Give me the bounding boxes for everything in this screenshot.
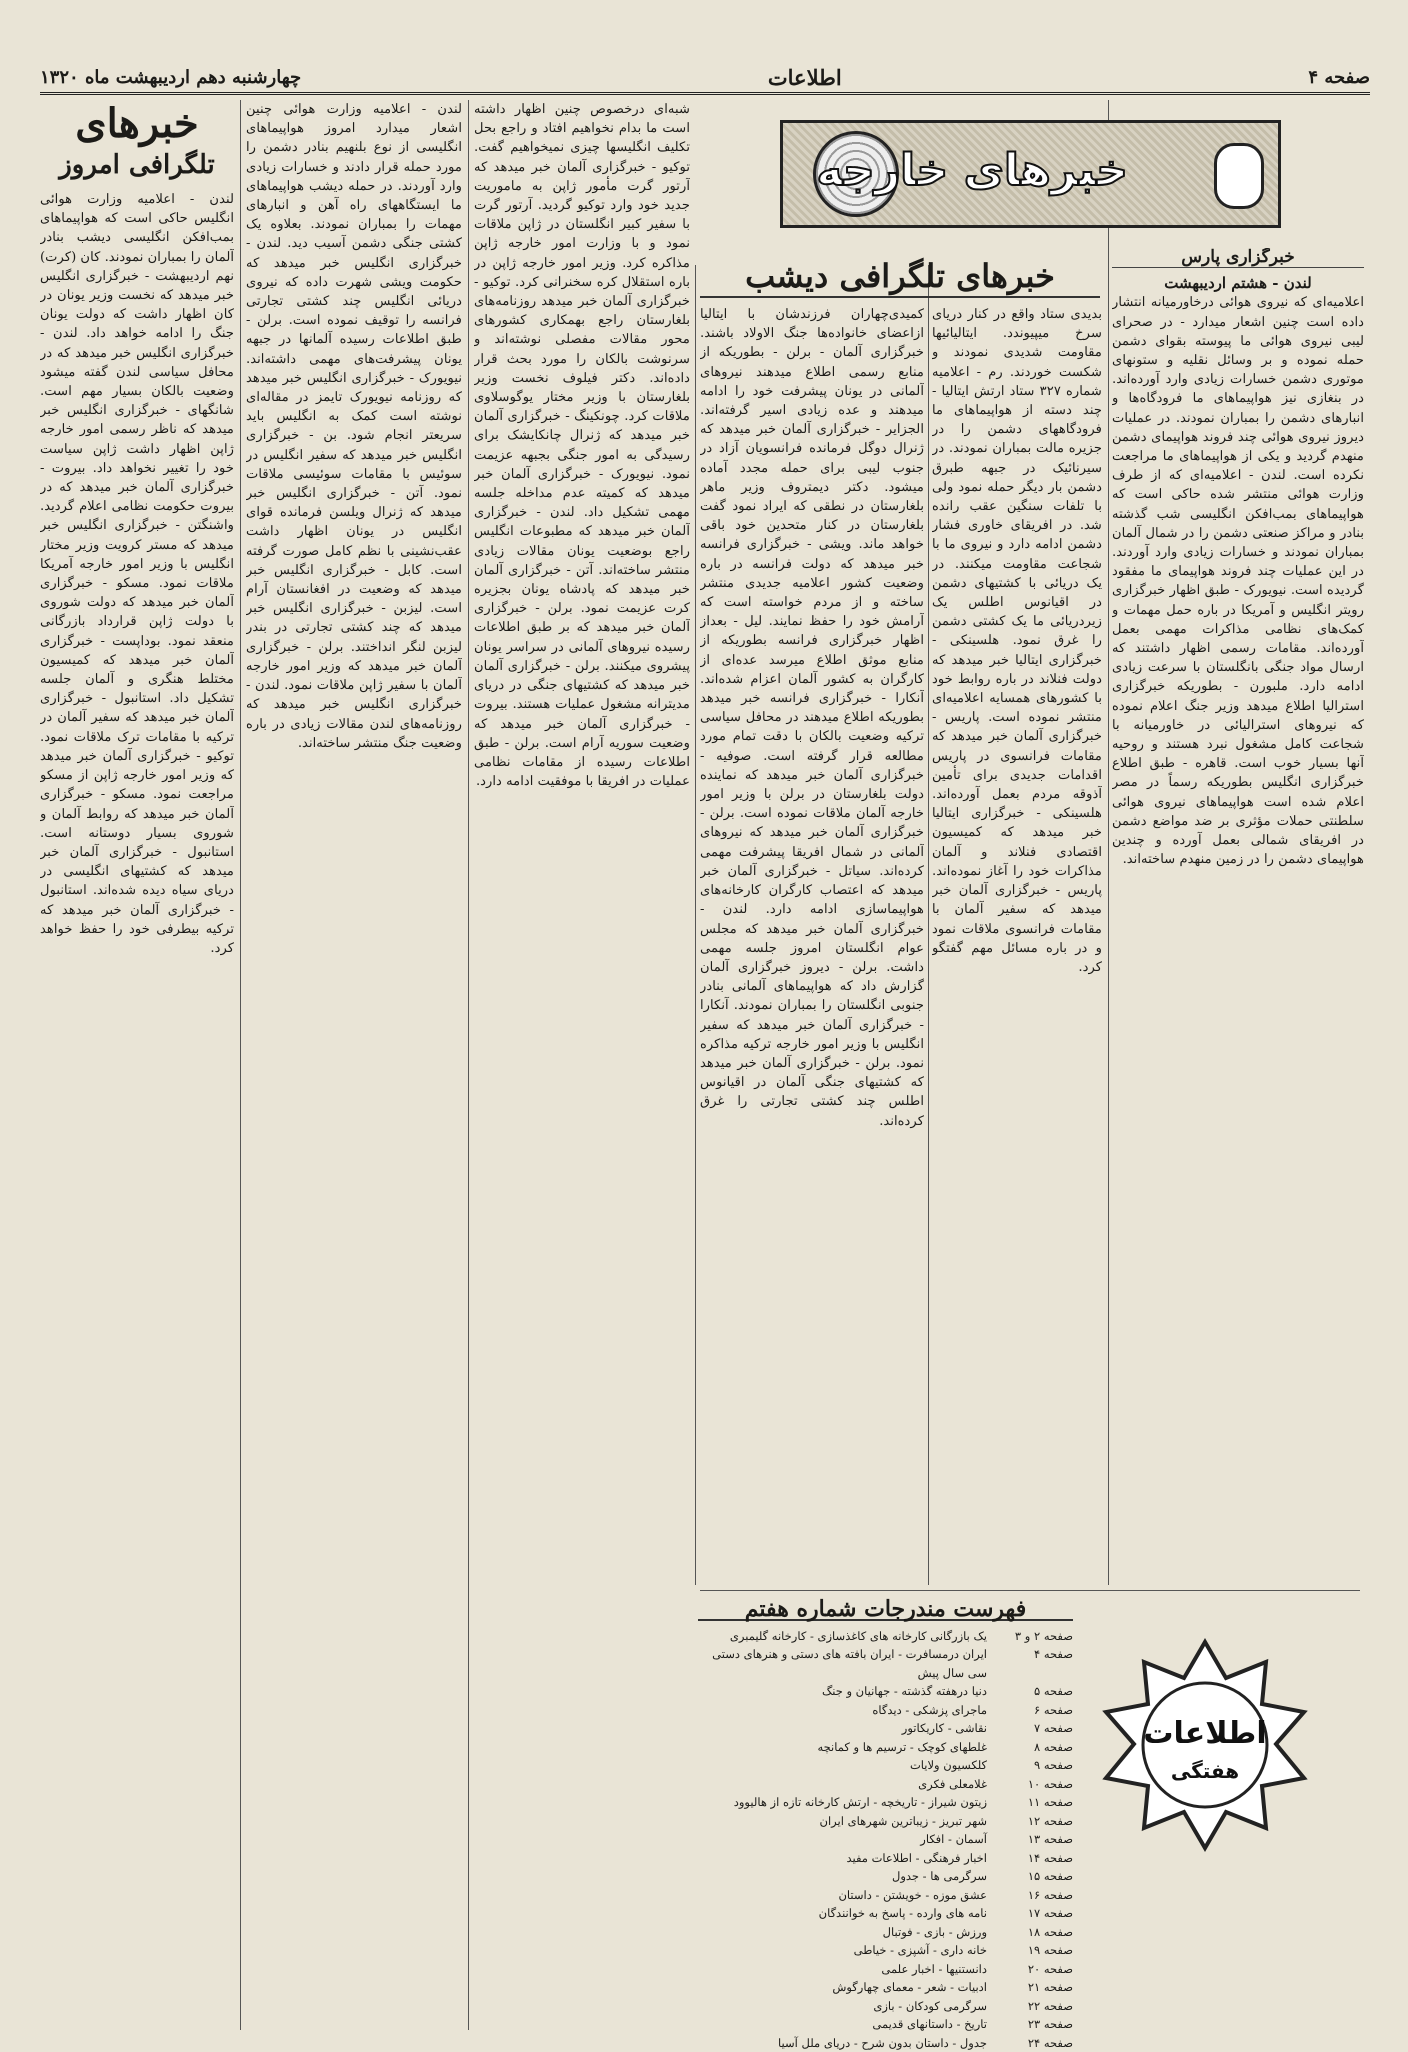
telegraph-text-a: بدیدی ستاد واقع در کنار دریای سرخ میپیوندد. ایتالیائیها مقاومت شدیدی نمودند و شکست خوردند. رم - اعلامیه شماره ۳۲۷ ستاد ارتش ایتالیا - چند دسته از هواپیماهای ما فرودگاههای دشمن را در جزیره مالت بمباران نمودند. در سیرنائیک در جبهه طبرق دشمن بار دیگر حمله نمود ولی با تلفات سنگین عقب رانده شد. در افریقای خاوری فشار دشمن ادامه دارد و نیروی ما با شجاعت مقاومت میکنند. در یک دریائی با کشتیهای دشمن در اقیانوس اطلس یک زیردریائی ما یک کشتی دشمن را غرق نمود. هلسینکی - خبرگزاری ایتالیا خبر میدهد که دولت فنلاند در باره روابط خود با کشورهای همسایه اعلامیه‌ای منتشر نموده است. پاریس - خبرگزاری آلمان خبر میدهد که مقامات فرانسوی در پاریس اقدامات جدیدی برای تأمین آذوقه مردم بعمل آورده‌اند. هلسینکی - خبرگزاری ایتالیا خبر میدهد که کمیسیون اقتصادی فنلاند و آلمان مذاکرات خود را آغاز نموده‌اند. پاریس - خبرگزاری آلمان خبر میدهد که سفیر آلمان با مقامات فرانسوی ملاقات نمود و در باره مسائل مهم گفتگو کرد. xyxy=(932,305,1102,977)
telegraph-text-b: کمیدی‌چهاران فرزندشان با ایتالیا ازاعضای خانواده‌ها جنگ الاولاد باشند. خبرگزاری آلمان - برلن - بطوریکه از منابع رسمی اطلاع میدهند نیروهای آلمانی در یونان پیشرفت خود را ادامه میدهند و عده زیادی اسیر گرفته‌اند. الجزایر - خبرگزاری آلمان خبر میدهد که ژنرال دوگل فرمانده فرانسویان آزاد در جنوب لیبی برای حمله مجدد آماده میشود. دکتر دیمتروف وزیر ماهر بلغارستان در نطقی که ایراد نمود گفت بلغارستان در کنار متحدین خود باقی خواهد ماند. ویشی - خبرگزاری فرانسه خبر میدهد که دولت فرانسه در باره وضعیت کشور اعلامیه جدیدی منتشر ساخته و از مردم خواسته است که آرامش خود را حفظ نمایند. لیل - بعداز اظهار خبرگزاری فرانسه بطوریکه از منابع موثق اطلاع میرسد عده‌ای از کارگران به کشور آلمان اعزام شده‌اند. آنکارا - خبرگزاری فرانسه خبر میدهد بطوریکه اطلاع میدهند در محافل سیاسی ترکیه وضعیت بالکان با دقت تمام مورد مطالعه قرار گرفته است. صوفیه - خبرگزاری آلمان خبر میدهد که نماینده دولت بلغارستان در برلن با وزیر امور خارجه آلمان ملاقات نموده است. برلن - خبرگزاری آلمان خبر میدهد که نیروهای آلمانی در شمال افریقا پیشرفت مهمی کرده‌اند. سیاتل - خبرگزاری آلمان خبر میدهد که اعتصاب کارگران کارخانه‌های هواپیماسازی ادامه دارد. لندن - خبرگزاری آلمان خبر میدهد که مجلس عوام انگلستان امروز جلسه مهمی داشت. برلن - دیروز خبرگزاری آلمان گزارش داد که هواپیماهای آلمانی بنادر جنوبی انگلستان را بمباران نمودند. آنکارا - خبرگزاری آلمان خبر میدهد که سفیر انگلیس با وزیر امور خارجه ترکیه مذاکره نمود. برلن - خبرگزاری آلمان خبر میدهد که کشتیهای جنگی آلمان در اقیانوس اطلس چند کشتی تجارتی را غرق کرده‌اند. xyxy=(700,305,924,1131)
column-rule xyxy=(240,100,241,2030)
contents-row xyxy=(698,1682,1073,1701)
contents-page: صفحه ۲۰ xyxy=(993,1960,1073,1979)
contents-page: صفحه ۴ xyxy=(993,1645,1073,1682)
contents-row xyxy=(698,1904,1073,1923)
contents-page: صفحه ۱۷ xyxy=(993,1904,1073,1923)
contents-entry: نقاشی - کاریکاتور xyxy=(902,1719,987,1738)
contents-page: صفحه ۱۳ xyxy=(993,1830,1073,1849)
contents-entry: غلطهای کوچک - ترسیم ها و کمانچه xyxy=(817,1738,987,1757)
contents-entry: نامه های وارده - پاسخ به خوانندگان xyxy=(819,1904,987,1923)
contents-entry: سرگرمی ها - جدول xyxy=(892,1867,987,1886)
contents-box xyxy=(698,1600,1073,2010)
banner-title: خبرهای خارجه xyxy=(816,145,1128,196)
contents-row xyxy=(698,1645,1073,1682)
contents-row xyxy=(698,1793,1073,1812)
page-header xyxy=(40,62,1370,95)
contents-row xyxy=(698,1775,1073,1794)
column-rule xyxy=(695,265,696,1585)
contents-row xyxy=(698,2015,1073,2034)
contents-row xyxy=(698,1830,1073,1849)
today-title-line1: خبرهای xyxy=(40,100,234,148)
contents-row xyxy=(698,1812,1073,1831)
contents-entry: آسمان - افکار xyxy=(920,1830,987,1849)
contents-entry: تاریخ - داستانهای قدیمی xyxy=(872,2015,987,2034)
contents-entry: کلکسیون ولایات xyxy=(910,1756,987,1775)
contents-entry: ورزش - بازی - فوتبال xyxy=(883,1923,987,1942)
pars-dateline: لندن - هشتم اردیبهشت xyxy=(1112,274,1364,293)
contents-row xyxy=(698,1627,1073,1646)
contents-row xyxy=(698,1941,1073,1960)
middle-text: شبه‌ای درخصوص چنین اظهار داشته است ما بدام نخواهیم افتاد و راجع بحل تکلیف انگلیسها چیزی نمیخواهیم گفت. توکیو - خبرگزاری آلمان خبر میدهد که آرتور گرت مأمور ژاپن به ماموریت جدید خود وارد توکیو گردید. آرتور گرت با سفیر کبیر انگلستان در ژاپن ملاقات نمود و با وزارت امور خارجه ژاپن مذاکره کرد. وزیر امور خارجه ژاپن در باره استقلال کره سخنرانی کرد. توکیو - خبرگزاری آلمان خبر میدهد روزنامه‌های بلغارستان راجع بهمکاری کشورهای محور مقالات مفصلی نوشته‌اند و سرنوشت بالکان را مورد بحث قرار داده‌اند. دکتر فیلوف نخست وزیر بلغارستان با وزیر مختار یوگوسلاوی ملاقات کرد. چونکینگ - خبرگزاری آلمان خبر میدهد که ژنرال چانکایشک برای رسیدگی به امور جنگی بجبهه عزیمت نمود. نیویورک - خبرگزاری آلمان خبر میدهد که کمیته عدم مداخله جلسه مهمی تشکیل داد. لندن - خبرگزاری آلمان خبر میدهد که مطبوعات انگلیس راجع بوضعیت یونان مقالات زیادی منتشر ساخته‌اند. آتن - خبرگزاری آلمان خبر میدهد که پادشاه یونان بجزیره کرت عزیمت نمود. برلن - خبرگزاری آلمان خبر میدهد که بر طبق اطلاعات رسیده نیروهای آلمانی در سراسر یونان پیشروی میکنند. برلن - خبرگزاری آلمان خبر میدهد که کشتیهای جنگی در دریای مدیترانه مشغول عملیات هستند. بیروت - خبرگزاری آلمان خبر میدهد که وضعیت سوریه آرام است. برلن - طبق اطلاعات رسیده از مقامات نظامی عملیات در افریقا با موفقیت ادامه دارد. xyxy=(474,100,690,791)
microphone-icon xyxy=(1214,143,1264,209)
contents-entry: دانستنیها - اخبار علمی xyxy=(881,1960,987,1979)
seal-title: اطلاعات xyxy=(1143,1716,1266,1751)
issue-date: چهارشنبه دهم اردیبهشت ماه ۱۳۲۰ xyxy=(40,67,301,88)
contents-entry: دنیا درهفته گذشته - جهانیان و جنگ xyxy=(822,1682,987,1701)
contents-page: صفحه ۱۲ xyxy=(993,1812,1073,1831)
column-rule xyxy=(1108,100,1109,1585)
contents-page: صفحه ۱۸ xyxy=(993,1923,1073,1942)
contents-row xyxy=(698,1960,1073,1979)
contents-row xyxy=(698,1886,1073,1905)
contents-page: صفحه ۲۳ xyxy=(993,2015,1073,2034)
contents-entry: جدول - داستان بدون شرح - دریای ملل آسیا xyxy=(778,2034,987,2052)
contents-list xyxy=(698,1627,1073,2052)
ettelaat-weekly-seal xyxy=(1098,1638,1313,1853)
contents-row xyxy=(698,1867,1073,1886)
foreign-news-banner xyxy=(780,120,1281,228)
today-text: لندن - اعلامیه وزارت هوائی انگلیس حاکی است که هواپیماهای بمب‌افکن انگلیسی دیشب بنادر آلمان را بمباران نمودند. کان (کرت) نهم اردیبهشت - خبرگزاری انگلیس خبر میدهد که نخست وزیر یونان در کان اظهار داشت که دولت یونان جنگ را ادامه خواهد داد. لندن - خبرگزاری انگلیس خبر میدهد که در محافل سیاسی لندن گفته میشود وضعیت بالکان بسیار مهم است. شانگهای - خبرگزاری انگلیس خبر میدهد که ناظر رسمی امور خارجه ژاپن اظهار داشت ژاپن سیاست خود را تغییر نخواهد داد. بیروت - خبرگزاری آلمان خبر میدهد که در بیروت حکومت نظامی اعلام گردید. واشنگتن - خبرگزاری انگلیس خبر میدهد که مستر کرویت وزیر مختار انگلیس با وزیر امور خارجه آمریکا ملاقات نمود. مسکو - خبرگزاری آلمان خبر میدهد که دولت شوروی با دولت ژاپن قرارداد بازرگانی منعقد نمود. بوداپست - خبرگزاری آلمان خبر میدهد که کمیسیون مختلط هنگری و آلمان جلسه تشکیل داد. استانبول - خبرگزاری آلمان خبر میدهد که سفیر آلمان در ترکیه با مقامات ترک ملاقات نمود. توکیو - خبرگزاری آلمان خبر میدهد که وزیر امور خارجه ژاپن از مسکو مراجعت نمود. مسکو - خبرگزاری آلمان خبر میدهد که روابط آلمان و شوروی بسیار دوستانه است. استانبول - خبرگزاری آلمان خبر میدهد که کشتیهای انگلیسی در دریای سیاه دیده شده‌اند. استانبول - خبرگزاری آلمان خبر میدهد که ترکیه بیطرفی خود را حفظ خواهد کرد. xyxy=(40,190,234,958)
inner-left-text: لندن - اعلامیه وزارت هوائی چنین اشعار میدارد امروز هواپیماهای انگلیسی از نوع بلنهیم بنادر دشمن را مورد حمله قرار دادند و خسارات زیادی وارد آوردند. در حمله دیشب هواپیماهای ما ایستگاههای راه آهن و انبارهای مهمات را بمباران نمودند. بعلاوه یک کشتی جنگی دشمن آسیب دید. لندن - خبرگزاری انگلیس خبر میدهد که حکومت ویشی شهرت داده که نیروی دریائی انگلیس چند کشتی تجارتی فرانسه را توقیف نموده است. برلن - طبق اطلاعات رسیده آلمانها در جبهه یونان پیشرفت‌های مهمی داشته‌اند. نیویورک - خبرگزاری انگلیس خبر میدهد که روزنامه نیویورک تایمز در مقاله‌ای نوشته است کمک به انگلیس باید سریعتر انجام شود. بن - خبرگزاری انگلیس خبر میدهد که سفیر انگلیس در سوئیس با مقامات سوئیسی ملاقات نمود. آتن - خبرگزاری انگلیس خبر میدهد که ژنرال ویلسن فرمانده قوای انگلیس در یونان اظهار داشت عقب‌نشینی با نظم کامل صورت گرفته است. کابل - خبرگزاری انگلیس خبر میدهد که وضعیت در افغانستان آرام است. لیزبن - خبرگزاری انگلیس خبر میدهد که چند کشتی تجارتی در بندر لیزبن لنگر انداختند. برلن - خبرگزاری آلمان خبر میدهد که وزیر امور خارجه آلمان با سفیر ژاپن ملاقات نمود. لندن - خبرگزاری انگلیس خبر میدهد که روزنامه‌های لندن مقالات زیادی در باره وضعیت جنگ منتشر ساخته‌اند. xyxy=(246,100,462,753)
contents-row xyxy=(698,1978,1073,1997)
contents-page: صفحه ۱۴ xyxy=(993,1849,1073,1868)
contents-entry: ماجرای پزشکی - دیدگاه xyxy=(872,1701,987,1720)
contents-row xyxy=(698,1701,1073,1720)
contents-page: صفحه ۱۶ xyxy=(993,1886,1073,1905)
contents-row xyxy=(698,1923,1073,1942)
telegraph-title: خبرهای تلگرافی دیشب xyxy=(700,256,1100,298)
contents-page: صفحه ۱۵ xyxy=(993,1867,1073,1886)
contents-entry: زیتون شیراز - تاریخچه - ارتش کارخانه تازه از هالیوود xyxy=(734,1793,987,1812)
contents-page: صفحه ۲۴ xyxy=(993,2034,1073,2052)
contents-row xyxy=(698,1849,1073,1868)
contents-entry: یک بازرگانی کارخانه های کاغذسازی - کارخانه گلیمبری xyxy=(730,1627,987,1646)
today-title-line2: تلگرافی امروز xyxy=(40,148,234,182)
column-rule xyxy=(468,100,469,2030)
contents-row xyxy=(698,1997,1073,2016)
contents-page: صفحه ۹ xyxy=(993,1756,1073,1775)
contents-row xyxy=(698,1756,1073,1775)
contents-page: صفحه ۶ xyxy=(993,1701,1073,1720)
telegraph-column-b xyxy=(700,305,924,1585)
today-column xyxy=(40,100,234,2030)
contents-entry: ادبیات - شعر - معمای چهارگوش xyxy=(832,1978,987,1997)
pars-body: اعلامیه‌ای که نیروی هوائی درخاورمیانه انتشار داده است چنین اشعار میدارد - در صحرای لیبی نیروی هوائی ما پیوسته بقوای دشمن حمله نموده و بر وسائل نقلیه و ستونهای موتوری دشمن خسارات زیادی وارد آورده‌اند. در بنغازی نیز هواپیماهای ما فرودگاه‌ها و انبارهای دشمن را بمباران نمودند. در عملیات دیروز نیروی هوائی چند فروند هواپیمای دشمن منهدم گردید و یکی از هواپیماهای ما مراجعت نکرده است. لندن - اعلامیه‌ای که از طرف وزارت هوائی منتشر شده حاکی است که هواپیماهای بمب‌افکن انگلیسی شب گذشته بنادر و مراکز صنعتی دشمن را در شمال آلمان بمباران نمودند و خسارات زیادی وارد آوردند. در این عملیات چند فروند هواپیمای ما مفقود گردیده است. نیویورک - طبق اظهار خبرگزاری رویتر انگلیس و آمریکا در باره حمل مهمات و کمک‌های نظامی مذاکرات مهمی بعمل آورده‌اند. مقامات رسمی اظهار داشتند که ارسال مواد جنگی بانگلستان با سرعت زیادی ادامه دارد. ملبورن - بطوریکه خبرگزاری استرالیا اطلاع میدهد وزیر جنگ اعلام نموده که نیروهای استرالیائی در خاورمیانه با شجاعت کامل مشغول نبرد هستند و روحیه آنها بسیار خوب است. قاهره - طبق اطلاع خبرگزاری انگلیس بطوریکه رسماً در مصر اعلام شده است هواپیماهای نیروی هوائی سلطنتی حملات مؤثری بر ضد مواضع دشمن در افریقای شمالی بعمل آورده و چندین هواپیمای دشمن را در زمین منهدم ساخته‌اند. xyxy=(1112,293,1364,869)
inner-left-column xyxy=(246,100,462,2030)
contents-title: فهرست مندرجات شماره هفتم xyxy=(698,1600,1073,1621)
middle-column xyxy=(474,100,690,2030)
contents-page: صفحه ۱۱ xyxy=(993,1793,1073,1812)
page-number: صفحه ۴ xyxy=(1308,67,1370,88)
contents-row xyxy=(698,1738,1073,1757)
contents-page: صفحه ۵ xyxy=(993,1682,1073,1701)
contents-entry: سرگرمی کودکان - بازی xyxy=(873,1997,987,2016)
contents-entry: اخبار فرهنگی - اطلاعات مفید xyxy=(846,1849,987,1868)
contents-entry: خانه داری - آشپزی - خیاطی xyxy=(854,1941,987,1960)
contents-entry: ایران درمسافرت - ایران بافته های دستی و هنرهای دستی سی سال پیش xyxy=(698,1645,987,1682)
agency-title: خبرگزاری پارس xyxy=(1112,248,1364,268)
contents-page: صفحه ۸ xyxy=(993,1738,1073,1757)
column-rule xyxy=(928,265,929,1585)
pars-column xyxy=(1112,248,1364,1593)
contents-page: صفحه ۱۰ xyxy=(993,1775,1073,1794)
contents-entry: عشق موزه - خویشتن - داستان xyxy=(838,1886,987,1905)
contents-page: صفحه ۲۲ xyxy=(993,1997,1073,2016)
telegraph-column-a xyxy=(932,305,1102,1585)
contents-page: صفحه ۲۱ xyxy=(993,1978,1073,1997)
contents-row xyxy=(698,1719,1073,1738)
contents-entry: غلامعلی فکری xyxy=(918,1775,987,1794)
contents-row xyxy=(698,2034,1073,2052)
contents-page: صفحه ۱۹ xyxy=(993,1941,1073,1960)
contents-page: صفحه ۲ و ۳ xyxy=(993,1627,1073,1646)
seal-subtitle: هفتگی xyxy=(1171,1759,1239,1783)
paper-name: اطلاعات xyxy=(768,65,842,90)
contents-page: صفحه ۷ xyxy=(993,1719,1073,1738)
contents-entry: شهر تبریز - زیباترین شهرهای ایران xyxy=(820,1812,987,1831)
